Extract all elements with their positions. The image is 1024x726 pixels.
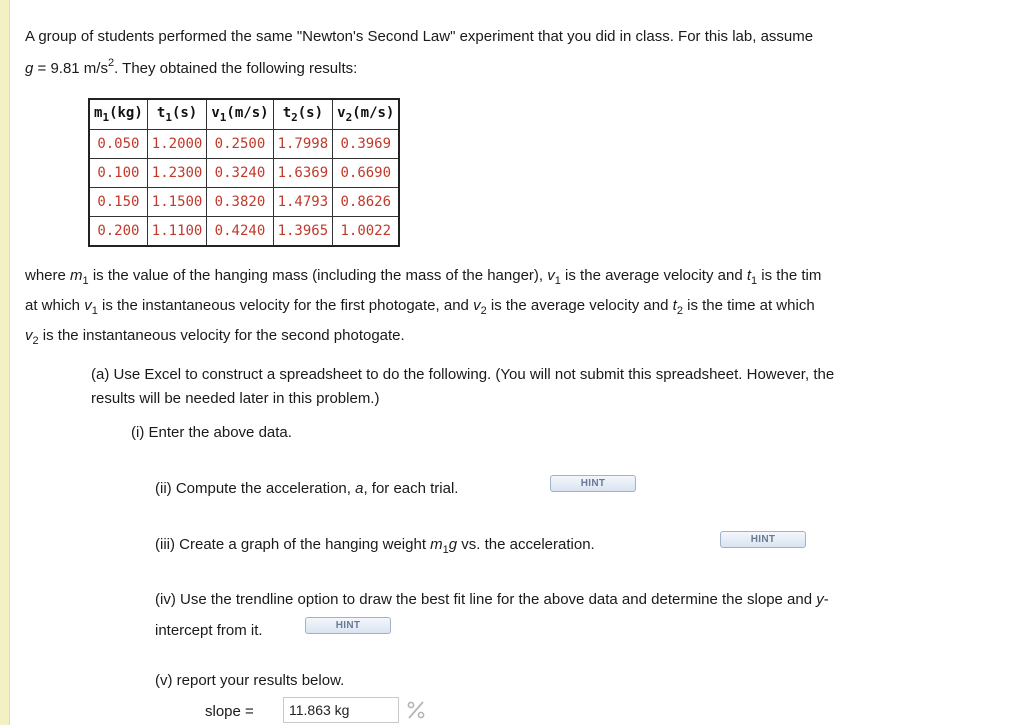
percent-icon-svg [404, 699, 430, 721]
g-variable: g [25, 60, 34, 77]
slope-label: slope = [205, 703, 254, 720]
table-cell: 1.2300 [147, 159, 207, 188]
description-line-1: where $m_1$ is the value of the hanging mass (including the mass of the hanger), $v_1$ is the average velocity and $t_1$ is the tim [25, 267, 822, 287]
table-header-row [89, 99, 399, 130]
table-cell: 0.4240 [207, 217, 273, 247]
hint-button-iv[interactable]: HINT [305, 617, 391, 634]
table-cell: 1.7998 [273, 130, 333, 159]
header-v1: $v_1(m/s)$ [207, 99, 273, 130]
percent-icon[interactable] [404, 699, 430, 721]
table-cell: 0.3240 [207, 159, 273, 188]
table-cell: 1.0022 [333, 217, 400, 247]
step-ii: (ii) Compute the acceleration, a, for each trial. [155, 480, 459, 497]
step-i: (i) Enter the above data. [131, 424, 292, 441]
intro-line-1: A group of students performed the same "Newton's Second Law" experiment that you did in class. For this lab, assume [25, 28, 814, 45]
header-v2: $v_2(m/s)$ [333, 99, 400, 130]
description-line-2: at which $v_1$ is the instantaneous velocity for the first photogate, and $v_2$ is the average velocity and $t_2$ is the time at which [25, 297, 815, 317]
table-row [89, 188, 399, 217]
description-line-3: $v_2$ is the instantaneous velocity for the second photogate. [25, 327, 405, 347]
table-cell: 0.2500 [207, 130, 273, 159]
part-a-line-2: results will be needed later in this problem.) [91, 390, 380, 407]
table-row [89, 130, 399, 159]
table-row [89, 159, 399, 188]
table-cell: 0.150 [89, 188, 147, 217]
header-t2: $t_2(s)$ [273, 99, 333, 130]
table-cell: 1.3965 [273, 217, 333, 247]
table-cell: 0.6690 [333, 159, 400, 188]
table-cell: 0.8626 [333, 188, 400, 217]
table-cell: 1.6369 [273, 159, 333, 188]
table-cell: 0.3969 [333, 130, 400, 159]
table-cell: 0.200 [89, 217, 147, 247]
table-cell: 1.2000 [147, 130, 207, 159]
left-margin-bar [0, 0, 10, 725]
hint-button-iii[interactable]: HINT [720, 531, 806, 548]
step-iii: (iii) Create a graph of the hanging weight $m_1g$ vs. the acceleration. [155, 536, 595, 556]
table-cell: 1.1500 [147, 188, 207, 217]
header-t1: $t_1(s)$ [147, 99, 207, 130]
table-cell: 0.050 [89, 130, 147, 159]
table-row [89, 217, 399, 247]
table-cell: 1.1100 [147, 217, 207, 247]
table-cell: 0.100 [89, 159, 147, 188]
header-m1: $m_1(kg)$ [89, 99, 147, 130]
step-iv-line-1: (iv) Use the trendline option to draw the best fit line for the above data and determine the slope and y- [155, 591, 829, 608]
intro-line-2: g = 9.81 $m/s^2$. They obtained the following results: [25, 57, 358, 77]
slope-input[interactable] [283, 697, 399, 723]
table-cell: 0.3820 [207, 188, 273, 217]
results-table [88, 98, 400, 247]
part-a-line-1: (a) Use Excel to construct a spreadsheet to do the following. (You will not submit this spreadsheet. However, the [91, 366, 835, 383]
table-cell: 1.4793 [273, 188, 333, 217]
step-v: (v) report your results below. [155, 672, 345, 689]
step-iv-line-2: intercept from it. [155, 622, 263, 639]
hint-button-ii[interactable]: HINT [550, 475, 636, 492]
